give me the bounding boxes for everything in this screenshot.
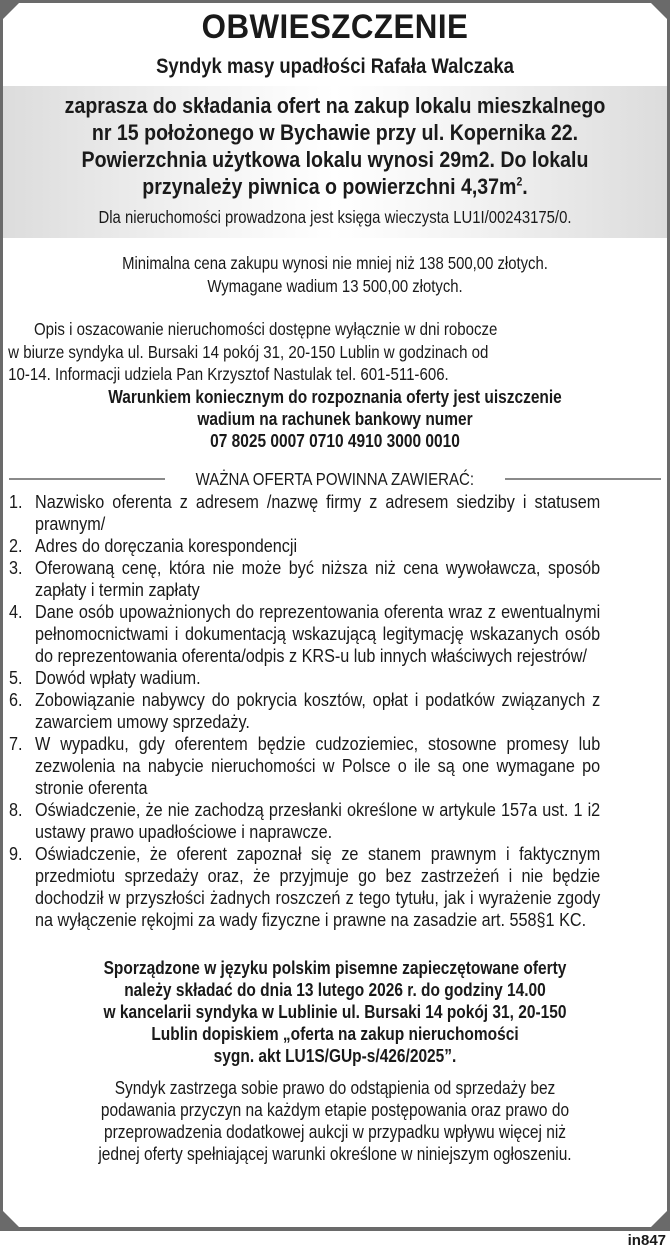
ad-code: in847 <box>627 1232 666 1249</box>
list-item-text: Dowód wpłaty wadium. <box>35 667 201 688</box>
list-item-number: 4. <box>9 601 23 622</box>
section-heading: WAŻNA OFERTA POWINNA ZAWIERAĆ: <box>195 468 475 489</box>
list-item-text: W wypadku, gdy oferentem będzie cudzoziemiec, stosowne promesy lub zezwolenia na nabycie nieruchomości w Polsce o ile są one wymagane po stronie oferenta <box>35 733 601 798</box>
deadline-line-2: należy składać do dnia 13 lutego 2026 r. do godziny 14.00 <box>124 979 546 1000</box>
deposit-amount: Wymagane wadium 13 500,00 złotych. <box>207 276 463 296</box>
condition-line-2: wadium na rachunek bankowy numer <box>197 408 473 429</box>
notice-title: OBWIESZCZENIE <box>201 8 469 46</box>
description-line-1-text: Opis i oszacowanie nieruchomości dostępne wyłącznie w dni robocze <box>33 319 498 339</box>
section-divider <box>3 468 667 490</box>
list-item-number: 8. <box>9 799 23 820</box>
description-line-3: 10-14. Informacji udziela Pan Krzysztof Nastulak tel. 601-511-606. <box>8 364 449 384</box>
notice-subtitle: Syndyk masy upadłości Rafała Walczaka <box>156 55 514 78</box>
description-paragraph <box>3 318 665 386</box>
frame-corner-bottom-left <box>3 1211 19 1227</box>
case-reference: sygn. akt LU1S/GUp-s/426/2025”. <box>213 1045 457 1066</box>
lead-line-4-text: przynależy piwnica o powierzchni 4,37m <box>142 174 517 199</box>
divider-line-right <box>505 478 661 480</box>
reservation-line-4: jednej oferty spełniającej warunki określone w niniejszym ogłoszeniu. <box>98 1143 572 1164</box>
description-line-2: w biurze syndyka ul. Bursaki 14 pokój 31, 20-150 Lublin w godzinach od <box>8 341 489 362</box>
list-item-text: Zobowiązanie nabywcy do pokrycia kosztów, opłat i podatków związanych z zawarciem umowy sprzedaży. <box>35 689 601 732</box>
list-item-text: Nazwisko oferenta z adresem /nazwę firmy z adresem siedziby i statusem prawnym/ <box>35 491 601 534</box>
list-item-number: 3. <box>9 557 23 578</box>
list-item-text: Oferowaną cenę, która nie może być niższa niż cena wywoławcza, sposób zapłaty i termin zapłaty <box>35 557 601 600</box>
reservation-line-3: przeprowadzenia dodatkowej aukcji w przypadku wpływu więcej niż <box>103 1121 567 1142</box>
list-item <box>9 843 663 931</box>
reservation-paragraph <box>49 1077 620 1165</box>
list-item <box>9 557 663 601</box>
lead-line-4 <box>46 173 624 200</box>
list-item <box>9 535 663 557</box>
lead-line-3: Powierzchnia użytkowa lokalu wynosi 29m2. Do lokalu <box>81 147 589 172</box>
deadline-line-3: w kancelarii syndyka w Lublinie ul. Bursaki 14 pokój 31, 20-150 <box>103 1001 567 1022</box>
condition-line-1: Warunkiem koniecznym do rozpoznania oferty jest uiszczenie <box>108 386 562 407</box>
list-item-text: Adres do doręczania korespondencji <box>35 535 298 556</box>
list-item-number: 6. <box>9 689 23 710</box>
deadline-line-4: Lublin dopiskiem „oferta na zakup nieruchomości <box>151 1023 519 1044</box>
divider-line-left <box>9 478 165 480</box>
list-item-number: 1. <box>9 491 23 512</box>
list-item <box>9 667 663 689</box>
list-item <box>9 689 663 733</box>
list-item-text: Dane osób upoważnionych do reprezentowania oferenta wraz z ewentualnymi pełnomocnictwami i dokumentacją wskazującą legitymację wskazanych osób do reprezentowania oferenta/odpis z KRS-u lub innych właściwych rejestrów/ <box>35 601 601 666</box>
land-register-number: Dla nieruchomości prowadzona jest księga wieczysta LU1I/00243175/0. <box>98 207 572 227</box>
frame-corner-bottom-right <box>651 1211 667 1227</box>
list-item <box>9 733 663 799</box>
reservation-line-2: podawania przyczyn na każdym etapie postępowania oraz prawo do <box>100 1099 570 1120</box>
lead-line-4-end: . <box>522 174 528 199</box>
list-item <box>9 799 663 843</box>
deadline-line-1: Sporządzone w języku polskim pisemne zapieczętowane oferty <box>103 957 567 978</box>
requirements-list <box>3 491 667 931</box>
lead-line-2: nr 15 położonego w Bychawie przy ul. Kopernika 22. <box>91 120 579 145</box>
reservation-line-1: Syndyk zastrzega sobie prawo do odstąpienia od sprzedaży bez <box>114 1077 556 1098</box>
list-item <box>9 491 663 535</box>
list-item <box>9 601 663 667</box>
list-item-text: Oświadczenie, że nie zachodzą przesłanki określone w artykule 157a ust. 1 i2 ustawy prawo upadłościowe i naprawcze. <box>35 799 601 842</box>
list-item-number: 5. <box>9 667 23 688</box>
square-superscript: 2 <box>516 174 523 189</box>
lead-line-1: zaprasza do składania ofert na zakup lokalu mieszkalnego <box>64 93 606 118</box>
list-item-number: 2. <box>9 535 23 556</box>
notice-content <box>3 3 667 1165</box>
list-item-number: 7. <box>9 733 23 754</box>
bank-account-number: 07 8025 0007 0710 4910 3000 0010 <box>210 430 460 451</box>
list-item-number: 9. <box>9 843 23 864</box>
lead-band <box>3 86 667 238</box>
description-line-1 <box>8 318 660 341</box>
min-price: Minimalna cena zakupu wynosi nie mniej niż 138 500,00 złotych. <box>122 253 548 273</box>
list-item-text: Oświadczenie, że oferent zapoznał się ze stanem prawnym i faktycznym przedmiotu sprzedaży oraz, że przyjmuje go bez zastrzeżeń i nie będzie dochodził w przyszłości żadnych roszczeń z tego tytułu, jak i wyrażenie zgody na wyłączenie rękojmi za wady fizyczne i prawne na zasadzie art. 558§1 KC. <box>35 843 601 930</box>
deadline-paragraph <box>49 957 620 1067</box>
